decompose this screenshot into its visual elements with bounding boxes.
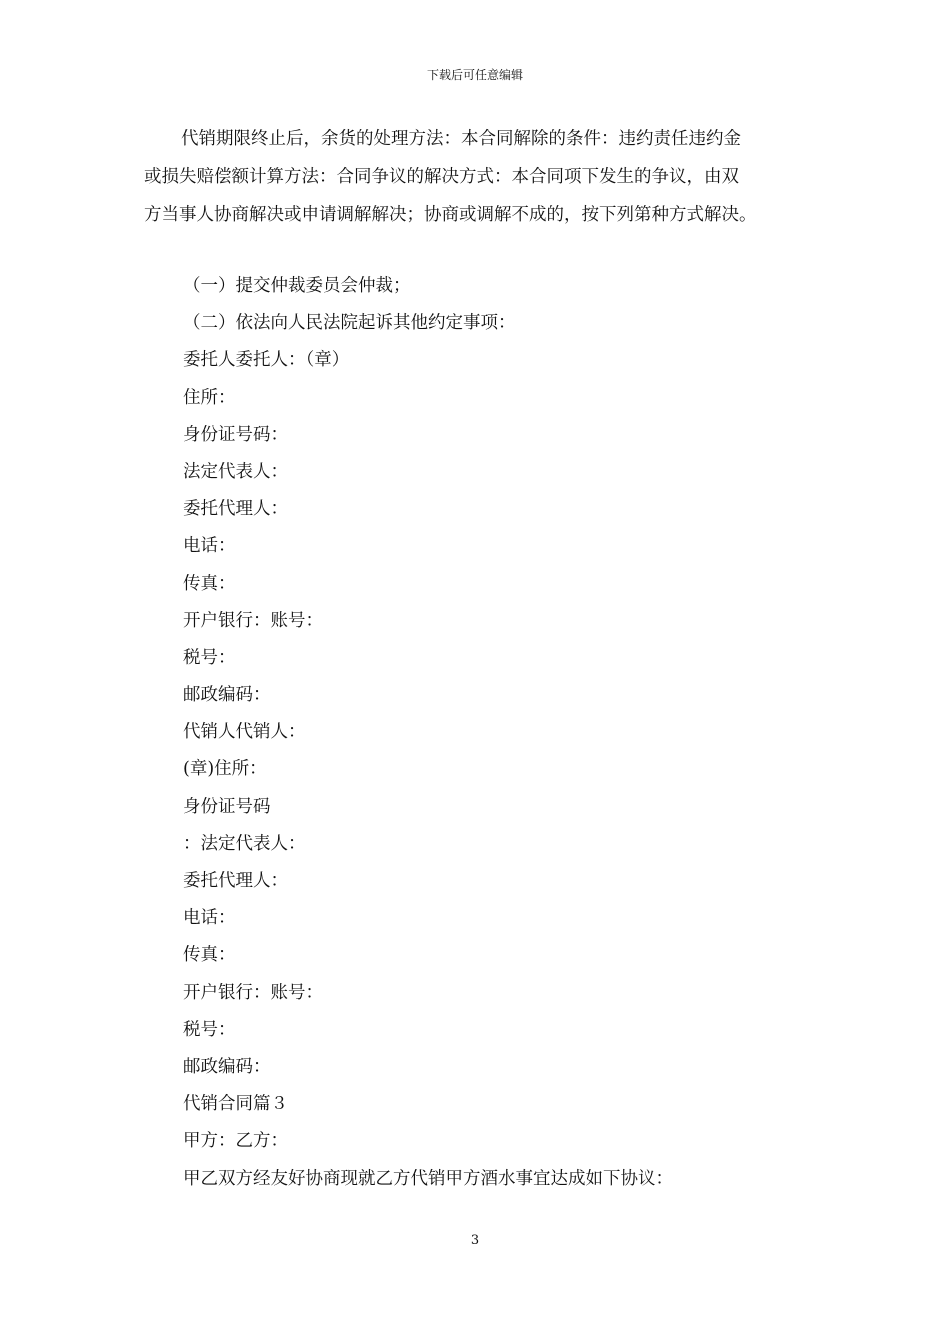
principal-phone: 电话： <box>183 536 236 557</box>
principal-id-number: 身份证号码： <box>183 424 288 445</box>
contract-lines <box>183 268 823 1198</box>
intro-line-3: 方当事人协商解决或申请调解解决；协商或调解不成的，按下列第种方式解决。 <box>144 205 757 225</box>
intro-paragraph <box>144 120 824 234</box>
principal-legal-representative: 法定代表人： <box>183 461 288 482</box>
principal-agent: 委托代理人： <box>183 499 288 520</box>
principal-bank-account: 开户银行：账号： <box>183 610 323 631</box>
consignee-bank-account: 开户银行：账号： <box>183 982 323 1003</box>
consignee-phone: 电话： <box>183 908 236 929</box>
principal-fax: 传真： <box>183 573 236 594</box>
arbitration-option-1: （一）提交仲裁委员会仲裁； <box>183 276 411 296</box>
agreement-intro: 甲乙双方经友好协商现就乙方代销甲方酒水事宜达成如下协议： <box>183 1168 673 1189</box>
intro-line-1: 代销期限终止后，余货的处理方法：本合同解除的条件：违约责任违约金 <box>181 129 741 149</box>
consignee-id-number: 身份证号码 <box>183 796 271 817</box>
parties-line: 甲方：乙方： <box>183 1131 288 1152</box>
page-number: 3 <box>470 1233 480 1248</box>
principal-label: 委托人委托人：（章） <box>183 350 350 371</box>
principal-tax-number: 税号： <box>183 647 236 668</box>
page-header: 下载后可任意编辑 <box>426 68 523 82</box>
section-title: 代销合同篇３ <box>183 1094 288 1115</box>
consignee-legal-representative: ：法定代表人： <box>183 833 306 854</box>
arbitration-option-2: （二）依法向人民法院起诉其他约定事项： <box>183 313 516 334</box>
consignee-tax-number: 税号： <box>183 1019 236 1040</box>
principal-address: 住所： <box>183 387 236 408</box>
consignee-label: 代销人代销人： <box>183 722 306 743</box>
consignee-agent: 委托代理人： <box>183 871 288 891</box>
consignee-fax: 传真： <box>183 945 236 966</box>
intro-line-2: 或损失赔偿额计算方法：合同争议的解决方式：本合同项下发生的争议，由双 <box>144 167 739 187</box>
consignee-address: (章)住所： <box>183 759 267 780</box>
consignee-postal-code: 邮政编码： <box>183 1056 271 1077</box>
principal-postal-code: 邮政编码： <box>183 685 271 706</box>
